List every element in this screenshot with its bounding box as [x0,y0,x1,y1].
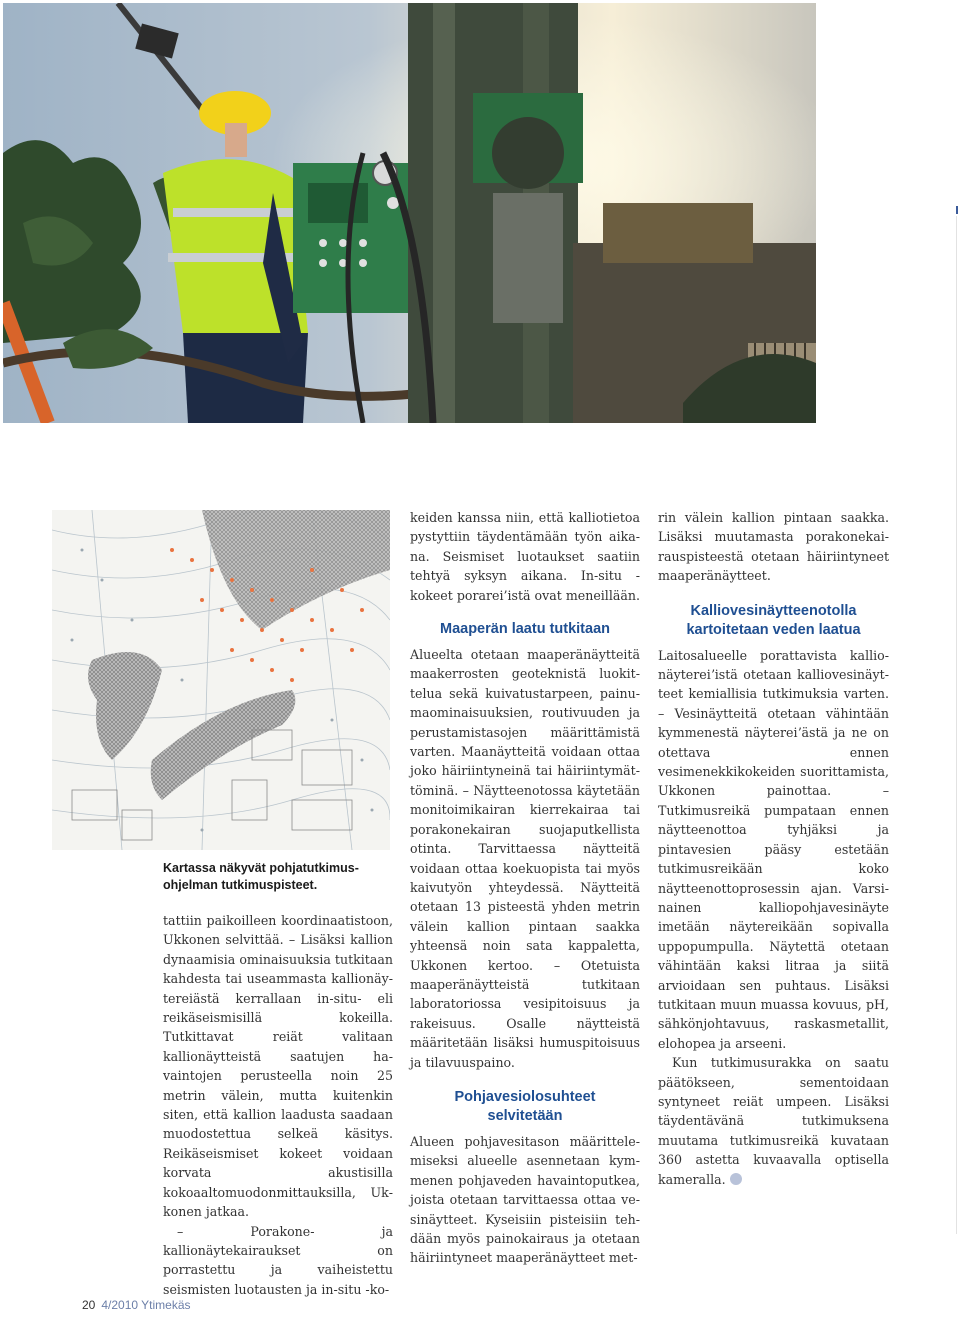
drilling-rig-photo-icon [3,3,816,423]
map-caption [163,860,393,894]
section-heading-line: Kalliovesinäytteenotolla [690,602,857,619]
paragraph: rin välein kallion pintaan saakka. Lisäksi muutamasta porakonekairauspisteestä otetaan häiriintyneet maaperänäytteet. [658,510,889,584]
paragraph: tattiin paikoilleen koordinaatistoon, Ukkonen selvittää. – Lisäksi kallion dynaamisia ominaisuuksia tutkitaan kahdesta tai useammasta kallionäytereiästä kerrallaan in-situ- eli reikäseismisillä kokeilla. Tutkittavat reiät valitaan kallionäytteistä saatujen havaintojen perusteella noin 25 metrin välein, mutta kuitenkin siten, että kallion laadusta saadaan muodostettua selkeä käsitys. Reikäseismiset kokeet voidaan korvata akustisilla kokoaaltomuodonmittauksilla, Ukkonen jatkaa. [163,913,393,1220]
paragraph: Alueelta otetaan maaperänäytteitä maakerrosten geoteknistä luokittelua sekä kuivatustarpeen, painumaominaisuuksien, routivuuden ja perustamistasojen määrittämistä varten. Maanäytteitä voidaan ottaa joko häiriintyneinä tai häiriintymättöminä. – Näytteenotossa käytetään monitoimikairan kierrekairaa tai porakonekairan suojaputkellista otinta. Tarvittaessa näytteitä voidaan ottaa koekuopista tai myös kaivutyön yhteydessä. Näytteitä otetaan 13 pisteestä yhden metrin välein kallion pintaan saakka yhteensä noin sata kappaletta, Ukkonen kertoo. – Otetuista maaperänäytteistä tutkitaan laboratoriossa vesipitoisuus ja rakeisuus. Osalle näytteistä määritetään lisäksi humuspitoisuus ja tilavuuspaino. [410,647,640,1070]
paragraph-text: Kun tutkimusurakka on saatu päätökseen, sementoidaan syntyneet reiät umpeen. Lisäksi täydentävänä tutkimuksena muutama tutkimusreikä kuvataan 360 astetta kuvaavalla optisella kameralla. [658,1055,889,1187]
section-heading-line: selvitetään [487,1107,563,1124]
caption-line-1: Kartassa näkyvät pohjatutkimus- [163,861,359,875]
drilling-rig-photo [3,3,816,423]
page-footer [82,1298,191,1312]
text-column-2 [410,508,640,1268]
paragraph: – Porakone- ja kallionäytekairaukset on porrastettu ja vaiheistettu seismisten luotausten ja in-situ -ko- [163,1223,393,1297]
survey-map [52,510,390,850]
text-column-1 [163,911,393,1299]
page-number: 20 [82,1298,96,1312]
section-heading [658,602,889,640]
paragraph: Laitosalueelle porattavista kallionäytereiʼistä otetaan kalliovesinäytteet kemiallisia tutkimuksia varten. – Vesinäytteitä otetaan vähintään kymmenestä näytereiʼästä ja ne on otettava ennen vesimenekkikokeiden suorittamista, Ukkonen painottaa. – Tutkimusreikä pumpataan ennen näytteenottoa tyhjäksi ja pintavesien pääsy estetään tutkimusreikään koko näytteenottoprosessin ajan. Varsinainen kalliopohjavesinäyte imetään näytereikään sopivalla uppopumpulla. Näytettä otetaan vähintään kaksi litraa ja siitä arvioidaan sen puhtaus. Lisäksi tutkitaan muun muassa kovuus, pH, sähkönjohtavuus, raskasmetallit, elohopea ja arseeni. [658,647,889,1051]
page-edge-marker [956,206,958,214]
section-heading-line: Pohjavesiolosuhteet [454,1088,596,1105]
paragraph [658,1053,889,1189]
section-heading: Maaperän laatu tutkitaan [439,621,610,638]
page-edge-rule [956,216,957,1234]
caption-line-2: ohjelman tutkimuspisteet. [163,878,318,892]
paragraph: keiden kanssa niin, että kalliotietoa pystyttiin täydentämään työn aikana. Seismiset luotaukset saatiin tehtyä syksyn aikana. In-situ -kokeet porarei’istä ovat meneillään. [410,510,640,603]
issue-label: 4/2010 Ytimekäs [101,1298,191,1312]
paragraph: Alueen pohjavesitason määrittelemiseksi alueelle asennetaan kymmenen pohjaveden havaintoputkea, joista otetaan tarvittaessa ottaa vesinäytteet. Kyseisiin pisteisiin tehdään myös painokairaus ja otetaan häiriintyneet maaperänäytteet met- [410,1133,640,1266]
end-of-article-icon [730,1173,742,1185]
section-heading [410,1088,640,1126]
section-heading-line: kartoitetaan veden laatua [686,621,861,638]
text-column-3 [658,508,889,1189]
survey-map-icon [52,510,390,850]
